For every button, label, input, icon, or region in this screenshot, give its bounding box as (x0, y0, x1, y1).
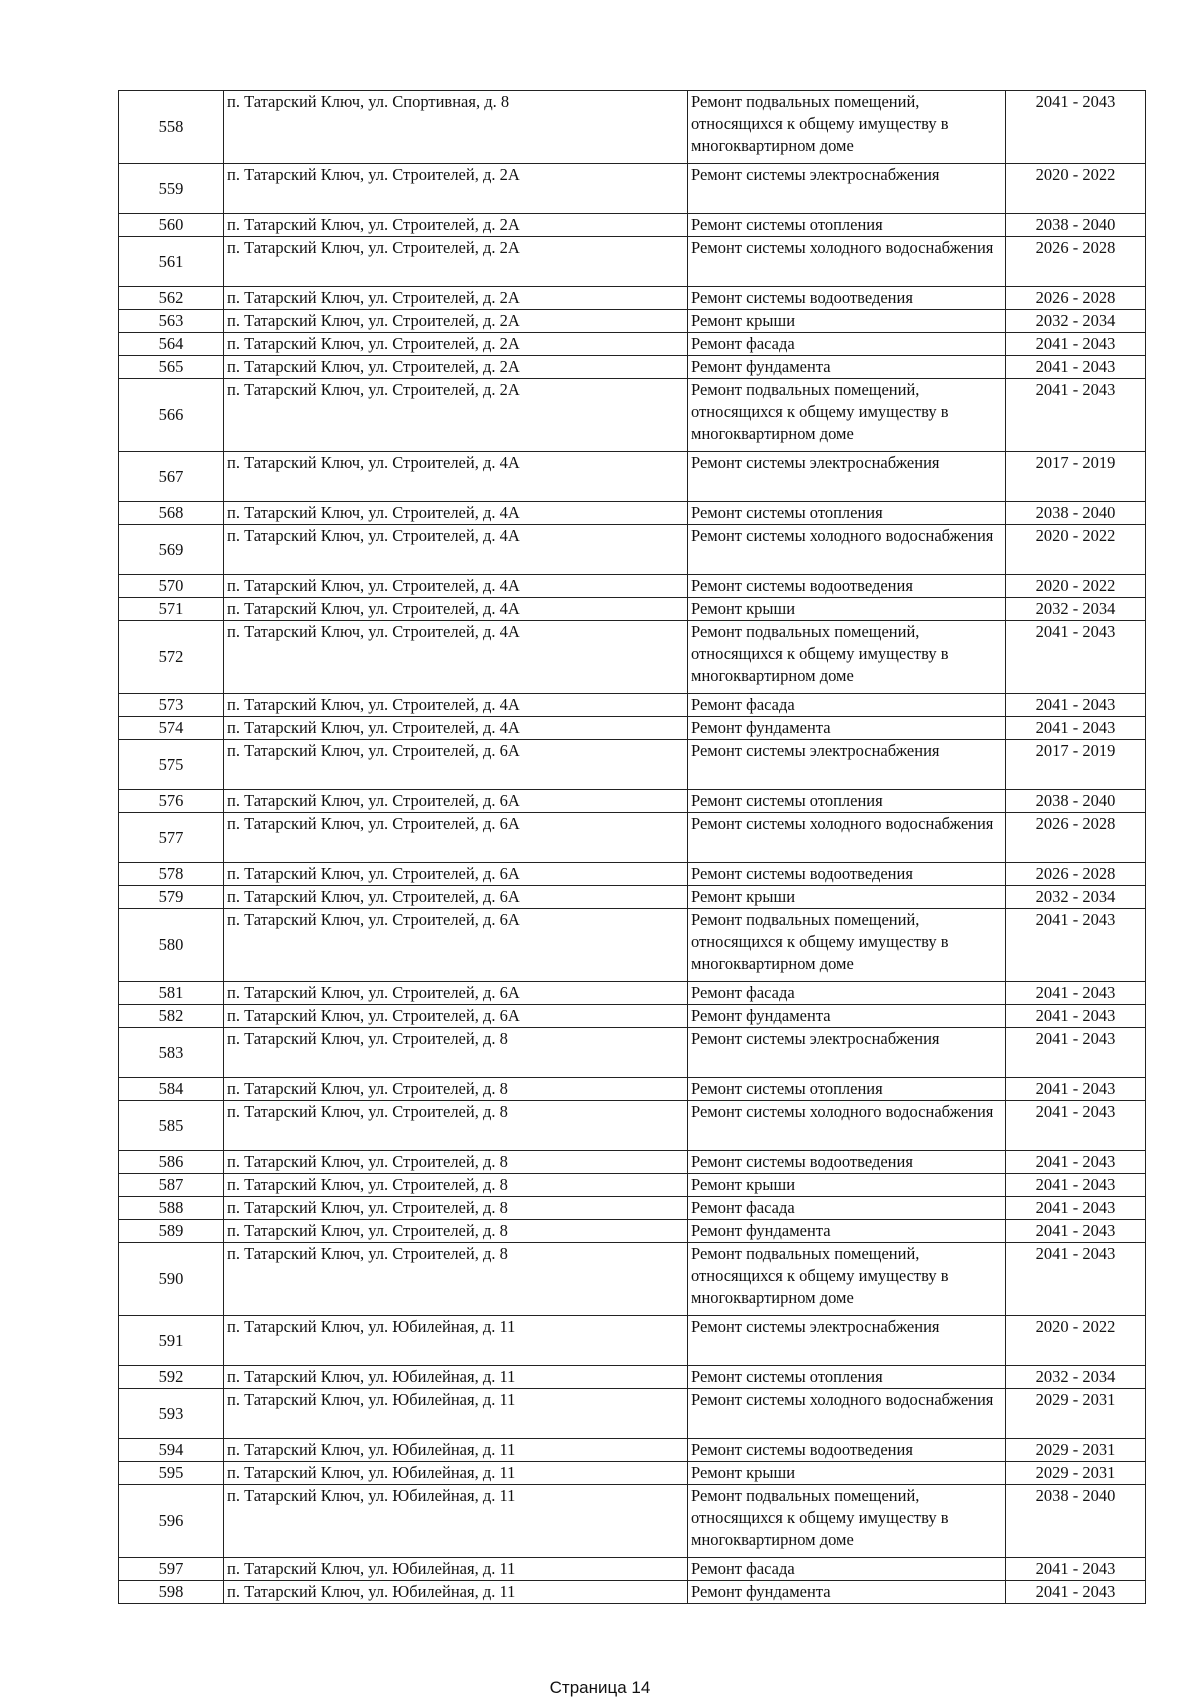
table-row (119, 91, 1146, 164)
address-cell: п. Татарский Ключ, ул. Строителей, д. 2А (224, 333, 688, 356)
row-number: 585 (119, 1101, 224, 1151)
work-cell: Ремонт подвальных помещений, относящихся к общему имуществу в многоквартирном доме (688, 379, 1006, 452)
row-number: 596 (119, 1485, 224, 1558)
period-cell: 2026 - 2028 (1006, 287, 1146, 310)
row-number: 590 (119, 1243, 224, 1316)
work-cell: Ремонт фасада (688, 694, 1006, 717)
work-cell: Ремонт крыши (688, 598, 1006, 621)
row-number: 589 (119, 1220, 224, 1243)
period-cell: 2038 - 2040 (1006, 1485, 1146, 1558)
work-cell: Ремонт системы холодного водоснабжения (688, 525, 1006, 575)
address-cell: п. Татарский Ключ, ул. Строителей, д. 8 (224, 1197, 688, 1220)
table-row (119, 717, 1146, 740)
work-cell: Ремонт подвальных помещений, относящихся к общему имуществу в многоквартирном доме (688, 1485, 1006, 1558)
address-cell: п. Татарский Ключ, ул. Строителей, д. 8 (224, 1243, 688, 1316)
work-cell: Ремонт подвальных помещений, относящихся к общему имуществу в многоквартирном доме (688, 621, 1006, 694)
table-row (119, 621, 1146, 694)
period-cell: 2029 - 2031 (1006, 1389, 1146, 1439)
table-row (119, 237, 1146, 287)
table-row (119, 164, 1146, 214)
table-row (119, 982, 1146, 1005)
work-cell: Ремонт системы электроснабжения (688, 740, 1006, 790)
address-cell: п. Татарский Ключ, ул. Строителей, д. 8 (224, 1028, 688, 1078)
work-cell: Ремонт системы отопления (688, 502, 1006, 525)
address-cell: п. Татарский Ключ, ул. Строителей, д. 4А (224, 502, 688, 525)
period-cell: 2041 - 2043 (1006, 1220, 1146, 1243)
table-row (119, 1462, 1146, 1485)
row-number: 571 (119, 598, 224, 621)
address-cell: п. Татарский Ключ, ул. Строителей, д. 8 (224, 1101, 688, 1151)
work-cell: Ремонт системы электроснабжения (688, 452, 1006, 502)
row-number: 587 (119, 1174, 224, 1197)
work-cell: Ремонт системы отопления (688, 790, 1006, 813)
period-cell: 2032 - 2034 (1006, 1366, 1146, 1389)
row-number: 578 (119, 863, 224, 886)
period-cell: 2041 - 2043 (1006, 909, 1146, 982)
table-row (119, 287, 1146, 310)
period-cell: 2029 - 2031 (1006, 1462, 1146, 1485)
period-cell: 2038 - 2040 (1006, 502, 1146, 525)
work-cell: Ремонт системы отопления (688, 214, 1006, 237)
row-number: 583 (119, 1028, 224, 1078)
table-row (119, 1558, 1146, 1581)
row-number: 561 (119, 237, 224, 287)
table-row (119, 1316, 1146, 1366)
period-cell: 2041 - 2043 (1006, 982, 1146, 1005)
work-cell: Ремонт крыши (688, 886, 1006, 909)
table-row (119, 813, 1146, 863)
period-cell: 2017 - 2019 (1006, 452, 1146, 502)
period-cell: 2041 - 2043 (1006, 1028, 1146, 1078)
period-cell: 2041 - 2043 (1006, 1558, 1146, 1581)
row-number: 575 (119, 740, 224, 790)
address-cell: п. Татарский Ключ, ул. Юбилейная, д. 11 (224, 1439, 688, 1462)
work-cell: Ремонт подвальных помещений, относящихся к общему имуществу в многоквартирном доме (688, 909, 1006, 982)
table-row (119, 863, 1146, 886)
work-cell: Ремонт фундамента (688, 1005, 1006, 1028)
period-cell: 2041 - 2043 (1006, 1078, 1146, 1101)
address-cell: п. Татарский Ключ, ул. Строителей, д. 6А (224, 982, 688, 1005)
address-cell: п. Татарский Ключ, ул. Строителей, д. 6А (224, 740, 688, 790)
work-cell: Ремонт системы водоотведения (688, 575, 1006, 598)
period-cell: 2041 - 2043 (1006, 379, 1146, 452)
table-row (119, 575, 1146, 598)
table-body (119, 91, 1146, 1604)
row-number: 562 (119, 287, 224, 310)
work-cell: Ремонт фасада (688, 333, 1006, 356)
address-cell: п. Татарский Ключ, ул. Строителей, д. 2А (224, 237, 688, 287)
table-row (119, 598, 1146, 621)
period-cell: 2020 - 2022 (1006, 575, 1146, 598)
work-cell: Ремонт системы водоотведения (688, 1439, 1006, 1462)
table-row (119, 214, 1146, 237)
address-cell: п. Татарский Ключ, ул. Строителей, д. 6А (224, 1005, 688, 1028)
work-cell: Ремонт системы водоотведения (688, 287, 1006, 310)
row-number: 579 (119, 886, 224, 909)
period-cell: 2041 - 2043 (1006, 1101, 1146, 1151)
table-row (119, 886, 1146, 909)
period-cell: 2041 - 2043 (1006, 1005, 1146, 1028)
work-cell: Ремонт крыши (688, 1174, 1006, 1197)
period-cell: 2032 - 2034 (1006, 598, 1146, 621)
address-cell: п. Татарский Ключ, ул. Строителей, д. 8 (224, 1174, 688, 1197)
address-cell: п. Татарский Ключ, ул. Юбилейная, д. 11 (224, 1485, 688, 1558)
table-row (119, 379, 1146, 452)
work-cell: Ремонт фасада (688, 1558, 1006, 1581)
table-row (119, 909, 1146, 982)
address-cell: п. Татарский Ключ, ул. Строителей, д. 4А (224, 452, 688, 502)
work-cell: Ремонт системы отопления (688, 1078, 1006, 1101)
period-cell: 2038 - 2040 (1006, 214, 1146, 237)
table-row (119, 694, 1146, 717)
address-cell: п. Татарский Ключ, ул. Юбилейная, д. 11 (224, 1462, 688, 1485)
address-cell: п. Татарский Ключ, ул. Юбилейная, д. 11 (224, 1316, 688, 1366)
work-cell: Ремонт фундамента (688, 1220, 1006, 1243)
row-number: 584 (119, 1078, 224, 1101)
row-number: 573 (119, 694, 224, 717)
table-row (119, 740, 1146, 790)
row-number: 592 (119, 1366, 224, 1389)
row-number: 580 (119, 909, 224, 982)
row-number: 574 (119, 717, 224, 740)
address-cell: п. Татарский Ключ, ул. Юбилейная, д. 11 (224, 1366, 688, 1389)
period-cell: 2020 - 2022 (1006, 1316, 1146, 1366)
work-cell: Ремонт системы холодного водоснабжения (688, 1101, 1006, 1151)
work-cell: Ремонт системы водоотведения (688, 863, 1006, 886)
address-cell: п. Татарский Ключ, ул. Строителей, д. 2А (224, 379, 688, 452)
row-number: 568 (119, 502, 224, 525)
period-cell: 2041 - 2043 (1006, 717, 1146, 740)
table-row (119, 1197, 1146, 1220)
work-cell: Ремонт фундамента (688, 1581, 1006, 1604)
period-cell: 2041 - 2043 (1006, 333, 1146, 356)
address-cell: п. Татарский Ключ, ул. Строителей, д. 6А (224, 790, 688, 813)
address-cell: п. Татарский Ключ, ул. Строителей, д. 8 (224, 1220, 688, 1243)
row-number: 594 (119, 1439, 224, 1462)
address-cell: п. Татарский Ключ, ул. Строителей, д. 2А (224, 356, 688, 379)
table-row (119, 310, 1146, 333)
period-cell: 2041 - 2043 (1006, 1197, 1146, 1220)
address-cell: п. Татарский Ключ, ул. Строителей, д. 8 (224, 1078, 688, 1101)
table-row (119, 1220, 1146, 1243)
work-cell: Ремонт крыши (688, 310, 1006, 333)
period-cell: 2041 - 2043 (1006, 91, 1146, 164)
page-footer: Страница 14 (549, 1678, 651, 1697)
work-cell: Ремонт фасада (688, 1197, 1006, 1220)
row-number: 577 (119, 813, 224, 863)
address-cell: п. Татарский Ключ, ул. Строителей, д. 4А (224, 575, 688, 598)
address-cell: п. Татарский Ключ, ул. Строителей, д. 2А (224, 310, 688, 333)
repair-schedule-table (118, 90, 1146, 1604)
work-cell: Ремонт системы электроснабжения (688, 1316, 1006, 1366)
row-number: 582 (119, 1005, 224, 1028)
period-cell: 2026 - 2028 (1006, 863, 1146, 886)
period-cell: 2041 - 2043 (1006, 1243, 1146, 1316)
address-cell: п. Татарский Ключ, ул. Строителей, д. 4А (224, 598, 688, 621)
address-cell: п. Татарский Ключ, ул. Юбилейная, д. 11 (224, 1389, 688, 1439)
row-number: 586 (119, 1151, 224, 1174)
work-cell: Ремонт системы водоотведения (688, 1151, 1006, 1174)
period-cell: 2026 - 2028 (1006, 813, 1146, 863)
period-cell: 2038 - 2040 (1006, 790, 1146, 813)
address-cell: п. Татарский Ключ, ул. Строителей, д. 6А (224, 886, 688, 909)
row-number: 567 (119, 452, 224, 502)
row-number: 566 (119, 379, 224, 452)
row-number: 576 (119, 790, 224, 813)
address-cell: п. Татарский Ключ, ул. Строителей, д. 6А (224, 909, 688, 982)
work-cell: Ремонт фундамента (688, 356, 1006, 379)
row-number: 591 (119, 1316, 224, 1366)
period-cell: 2041 - 2043 (1006, 694, 1146, 717)
period-cell: 2032 - 2034 (1006, 310, 1146, 333)
table-row (119, 502, 1146, 525)
row-number: 598 (119, 1581, 224, 1604)
row-number: 563 (119, 310, 224, 333)
address-cell: п. Татарский Ключ, ул. Строителей, д. 2А (224, 287, 688, 310)
row-number: 564 (119, 333, 224, 356)
work-cell: Ремонт системы холодного водоснабжения (688, 1389, 1006, 1439)
work-cell: Ремонт фундамента (688, 717, 1006, 740)
address-cell: п. Татарский Ключ, ул. Строителей, д. 4А (224, 717, 688, 740)
table-row (119, 790, 1146, 813)
period-cell: 2026 - 2028 (1006, 237, 1146, 287)
table-row (119, 1101, 1146, 1151)
table-row (119, 1005, 1146, 1028)
work-cell: Ремонт системы электроснабжения (688, 164, 1006, 214)
row-number: 597 (119, 1558, 224, 1581)
work-cell: Ремонт системы холодного водоснабжения (688, 237, 1006, 287)
address-cell: п. Татарский Ключ, ул. Юбилейная, д. 11 (224, 1581, 688, 1604)
address-cell: п. Татарский Ключ, ул. Строителей, д. 4А (224, 694, 688, 717)
address-cell: п. Татарский Ключ, ул. Спортивная, д. 8 (224, 91, 688, 164)
address-cell: п. Татарский Ключ, ул. Строителей, д. 2А (224, 164, 688, 214)
table-row (119, 1174, 1146, 1197)
work-cell: Ремонт системы отопления (688, 1366, 1006, 1389)
table-row (119, 1439, 1146, 1462)
row-number: 593 (119, 1389, 224, 1439)
period-cell: 2041 - 2043 (1006, 1151, 1146, 1174)
table-row (119, 1028, 1146, 1078)
work-cell: Ремонт системы холодного водоснабжения (688, 813, 1006, 863)
table-row (119, 1389, 1146, 1439)
address-cell: п. Татарский Ключ, ул. Строителей, д. 2А (224, 214, 688, 237)
period-cell: 2032 - 2034 (1006, 886, 1146, 909)
table-row (119, 1581, 1146, 1604)
row-number: 588 (119, 1197, 224, 1220)
row-number: 581 (119, 982, 224, 1005)
row-number: 570 (119, 575, 224, 598)
table-row (119, 525, 1146, 575)
period-cell: 2017 - 2019 (1006, 740, 1146, 790)
work-cell: Ремонт подвальных помещений, относящихся к общему имуществу в многоквартирном доме (688, 1243, 1006, 1316)
table-row (119, 1366, 1146, 1389)
address-cell: п. Татарский Ключ, ул. Строителей, д. 6А (224, 863, 688, 886)
row-number: 559 (119, 164, 224, 214)
address-cell: п. Татарский Ключ, ул. Строителей, д. 6А (224, 813, 688, 863)
table-row (119, 452, 1146, 502)
row-number: 558 (119, 91, 224, 164)
table-row (119, 1151, 1146, 1174)
address-cell: п. Татарский Ключ, ул. Юбилейная, д. 11 (224, 1558, 688, 1581)
table-row (119, 333, 1146, 356)
work-cell: Ремонт фасада (688, 982, 1006, 1005)
period-cell: 2041 - 2043 (1006, 1581, 1146, 1604)
address-cell: п. Татарский Ключ, ул. Строителей, д. 8 (224, 1151, 688, 1174)
period-cell: 2041 - 2043 (1006, 621, 1146, 694)
period-cell: 2020 - 2022 (1006, 164, 1146, 214)
row-number: 560 (119, 214, 224, 237)
period-cell: 2041 - 2043 (1006, 356, 1146, 379)
row-number: 569 (119, 525, 224, 575)
period-cell: 2041 - 2043 (1006, 1174, 1146, 1197)
period-cell: 2029 - 2031 (1006, 1439, 1146, 1462)
address-cell: п. Татарский Ключ, ул. Строителей, д. 4А (224, 621, 688, 694)
table-row (119, 1485, 1146, 1558)
table-row (119, 1078, 1146, 1101)
table-row (119, 1243, 1146, 1316)
row-number: 572 (119, 621, 224, 694)
work-cell: Ремонт системы электроснабжения (688, 1028, 1006, 1078)
work-cell: Ремонт крыши (688, 1462, 1006, 1485)
row-number: 595 (119, 1462, 224, 1485)
period-cell: 2020 - 2022 (1006, 525, 1146, 575)
row-number: 565 (119, 356, 224, 379)
address-cell: п. Татарский Ключ, ул. Строителей, д. 4А (224, 525, 688, 575)
work-cell: Ремонт подвальных помещений, относящихся к общему имуществу в многоквартирном доме (688, 91, 1006, 164)
table-row (119, 356, 1146, 379)
